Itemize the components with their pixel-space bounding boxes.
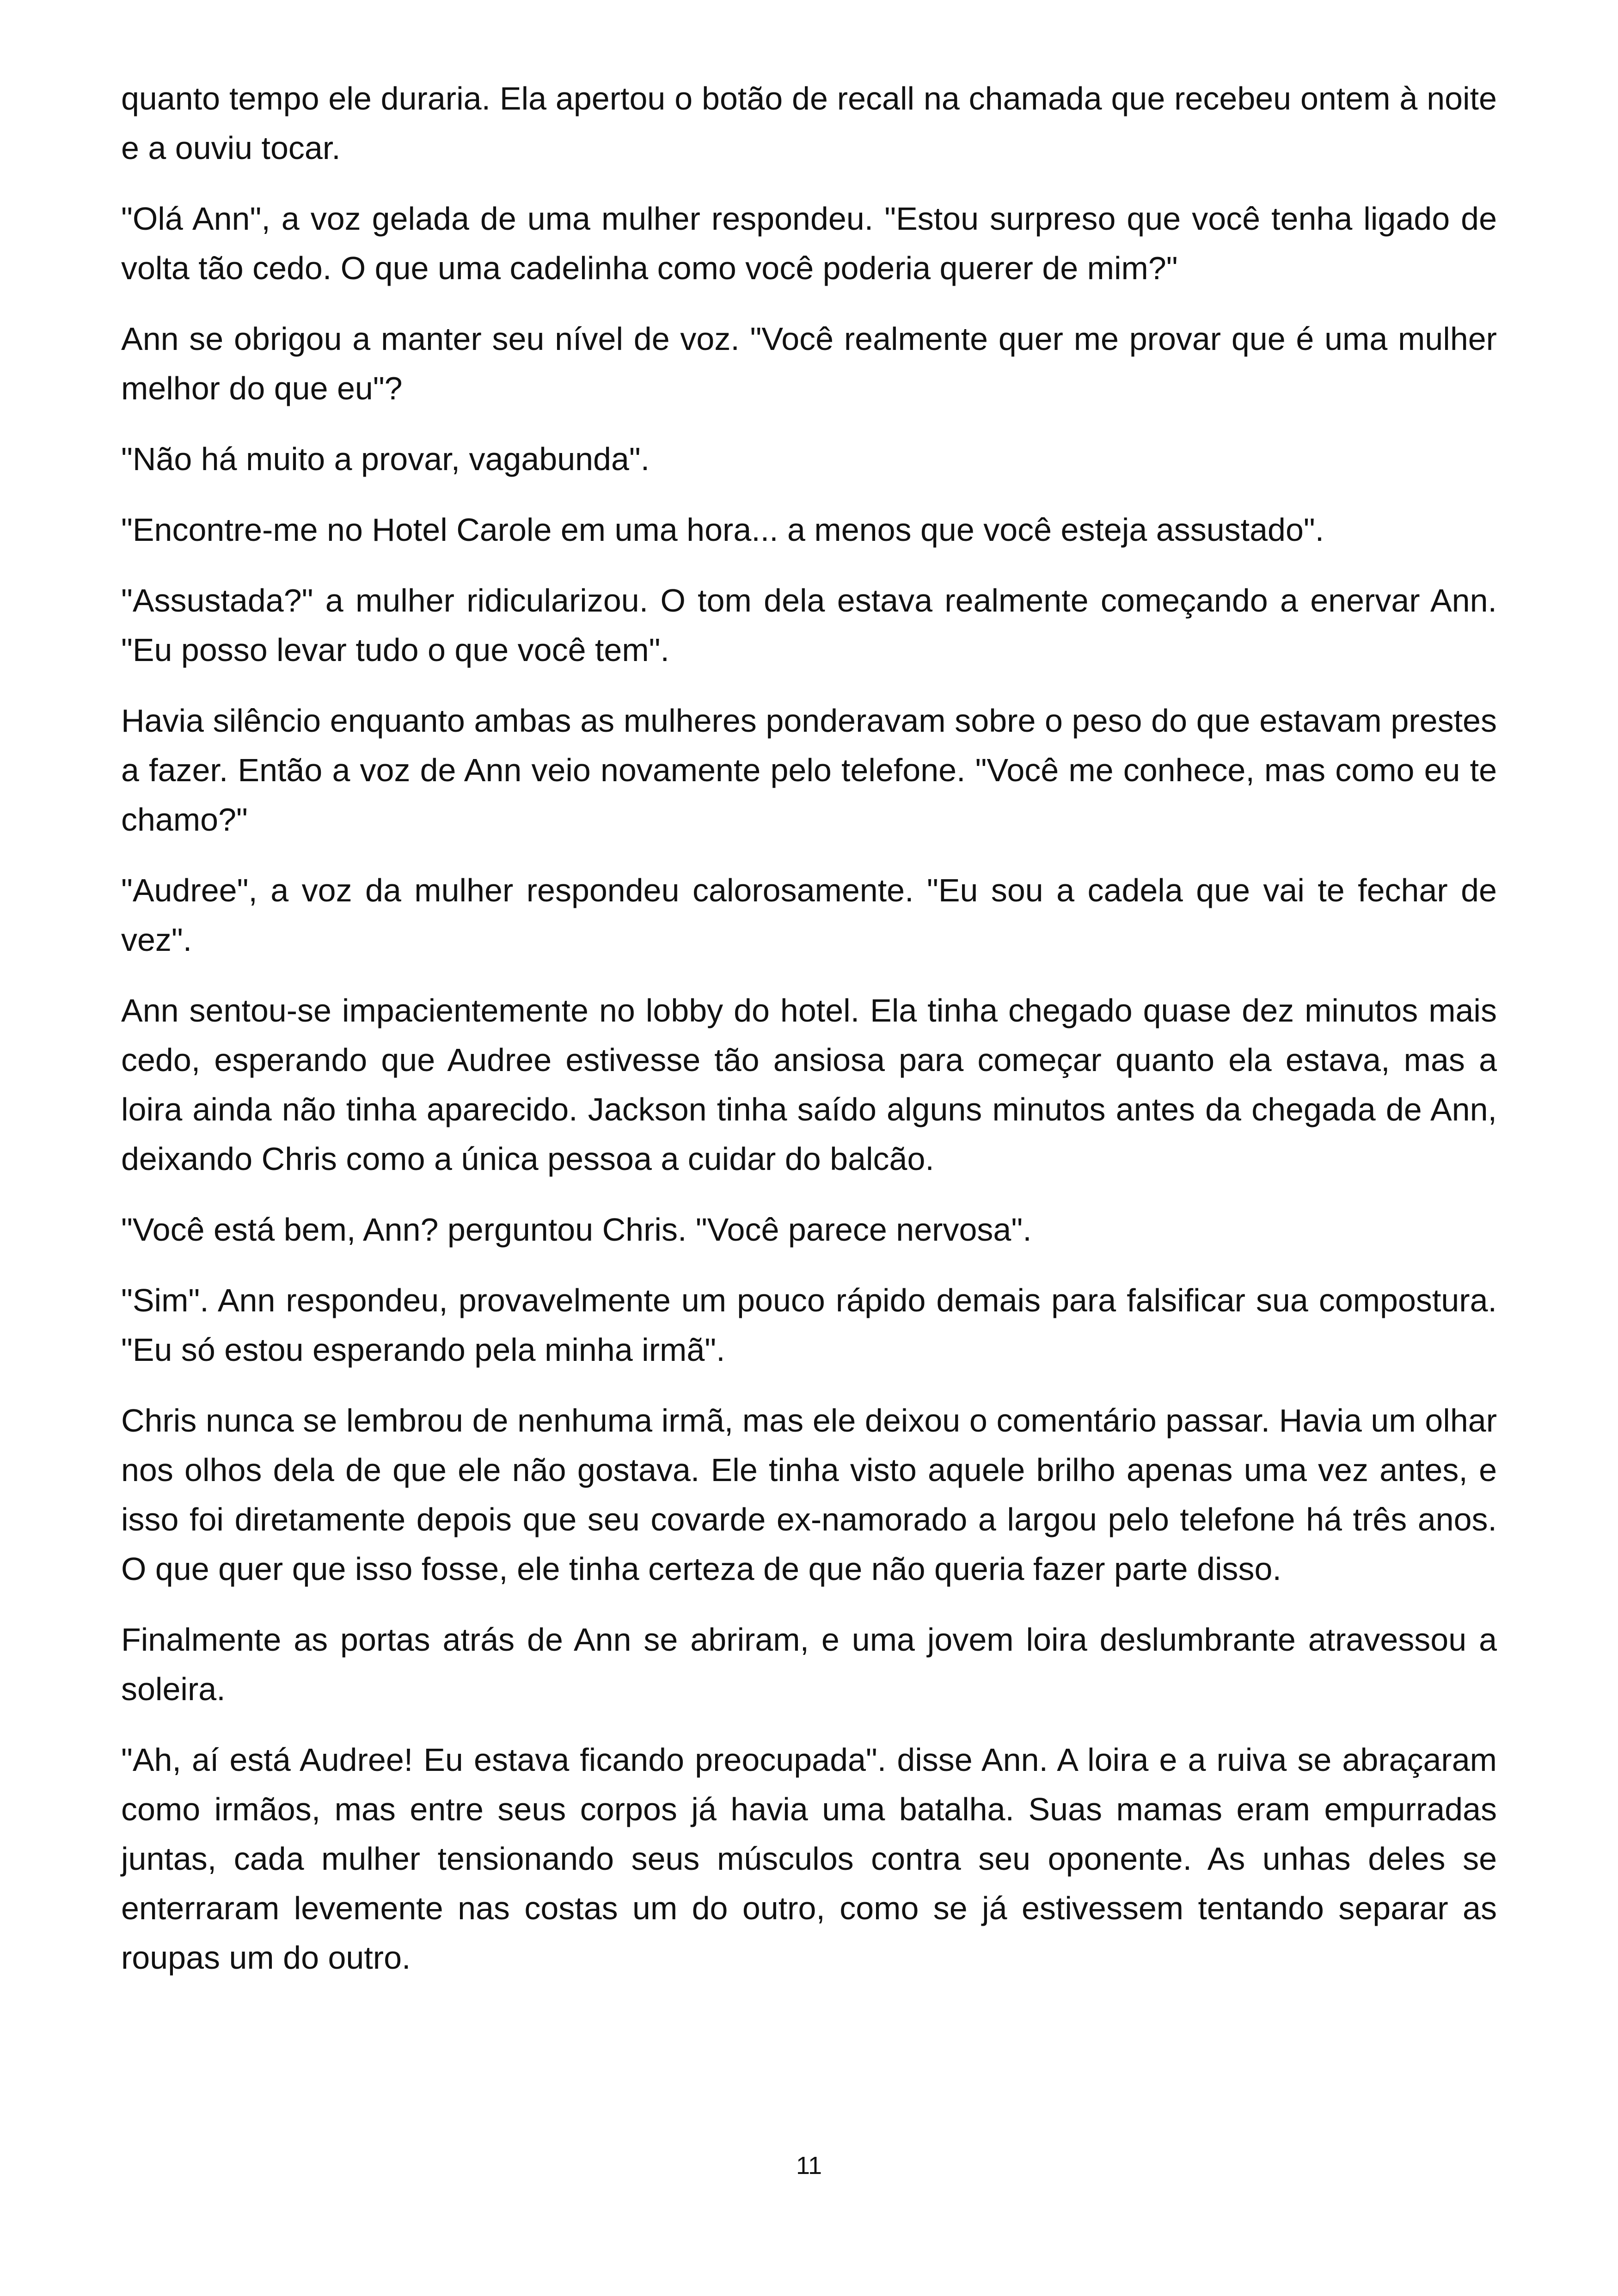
paragraph: "Ah, aí está Audree! Eu estava ficando preocupada". disse Ann. A loira e a ruiva se abraçaram como irmãos, mas entre seus corpos já havia uma batalha. Suas mamas eram empurradas juntas, cada mulher tensionando seus músculos contra seu oponente. As unhas deles se enterraram levemente nas costas um do outro, como se já estivessem tentando separar as roupas um do outro. (121, 1742, 1497, 1976)
paragraph: "Encontre-me no Hotel Carole em uma hora... a menos que você esteja assustado". (121, 512, 1324, 548)
page-number: 11 (796, 2152, 822, 2180)
paragraph: quanto tempo ele duraria. Ela apertou o botão de recall na chamada que recebeu ontem à noite e a ouviu tocar. (121, 80, 1497, 166)
paragraph: "Você está bem, Ann? perguntou Chris. "Você parece nervosa". (121, 1212, 1032, 1248)
paragraph: "Sim". Ann respondeu, provavelmente um pouco rápido demais para falsificar sua compostura. "Eu só estou esperando pela minha irmã". (121, 1282, 1497, 1368)
paragraph: Finalmente as portas atrás de Ann se abriram, e uma jovem loira deslumbrante atravessou a soleira. (121, 1622, 1497, 1707)
paragraph: "Assustada?" a mulher ridicularizou. O tom dela estava realmente começando a enervar Ann. "Eu posso levar tudo o que você tem". (121, 582, 1497, 668)
paragraph: "Audree", a voz da mulher respondeu calorosamente. "Eu sou a cadela que vai te fechar de vez". (121, 872, 1497, 958)
document-body (121, 74, 1497, 2004)
paragraph: "Não há muito a provar, vagabunda". (121, 441, 650, 477)
paragraph: "Olá Ann", a voz gelada de uma mulher respondeu. "Estou surpreso que você tenha ligado de volta tão cedo. O que uma cadelinha como você poderia querer de mim?" (121, 201, 1497, 286)
paragraph: Chris nunca se lembrou de nenhuma irmã, mas ele deixou o comentário passar. Havia um olhar nos olhos dela de que ele não gostava. Ele tinha visto aquele brilho apenas uma vez antes, e isso foi diretamente depois que seu covarde ex-namorado a largou pelo telefone há três anos. O que quer que isso fosse, ele tinha certeza de que não queria fazer parte disso. (121, 1402, 1497, 1587)
paragraph: Havia silêncio enquanto ambas as mulheres ponderavam sobre o peso do que estavam prestes a fazer. Então a voz de Ann veio novamente pelo telefone. "Você me conhece, mas como eu te chamo?" (121, 703, 1497, 838)
paragraph: Ann sentou-se impacientemente no lobby do hotel. Ela tinha chegado quase dez minutos mais cedo, esperando que Audree estivesse tão ansiosa para começar quanto ela estava, mas a loira ainda não tinha aparecido. Jackson tinha saído alguns minutos antes da chegada de Ann, deixando Chris como a única pessoa a cuidar do balcão. (121, 992, 1497, 1177)
paragraph: Ann se obrigou a manter seu nível de voz. "Você realmente quer me provar que é uma mulher melhor do que eu"? (121, 321, 1497, 406)
